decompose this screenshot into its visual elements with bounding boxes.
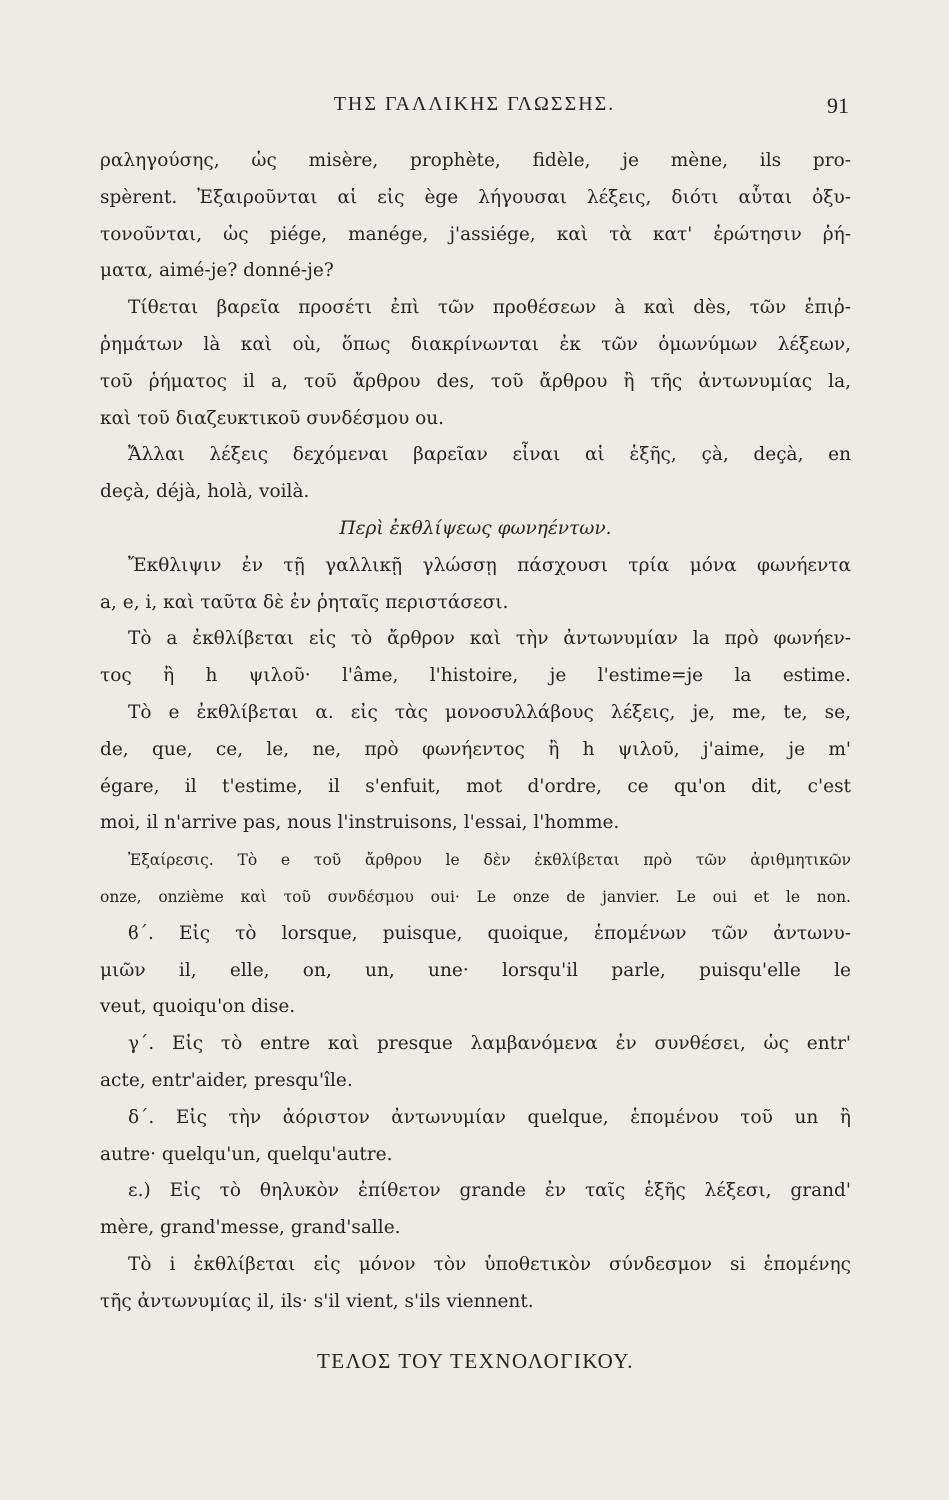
text-line: acte, entr'aider, presqu'île. — [100, 1069, 353, 1091]
text-line: autre· quelqu'un, quelqu'autre. — [100, 1143, 393, 1165]
text-line: spèrent. Ἐξαιροῦνται αἱ εἰς ège λήγουσαι λέξεις, διότι αὗται ὀξυ- — [100, 186, 851, 208]
text-line: deçà, déjà, holà, voilà. — [100, 481, 310, 503]
note-line: onze, onzième καὶ τοῦ συνδέσμου oui· Le onze de janvier. Le oui et le non. — [100, 887, 851, 906]
text-line: veut, quoiqu'on dise. — [100, 996, 296, 1018]
section-heading: Περὶ ἐκθλίψεως φωνηέντων. — [339, 517, 612, 539]
text-line: τοῦ ῥήματος il a, τοῦ ἄρθρου des, τοῦ ἄρθρου ἢ τῆς ἀντωνυμίας la, — [100, 370, 851, 392]
note-line: Ἐξαίρεσις. Τὸ e τοῦ ἄρθρου le δὲν ἐκθλίβεται πρὸ τῶν ἀριθμητικῶν — [128, 851, 851, 870]
text-line: γ΄. Εἰς τὸ entre καὶ presque λαμβανόμενα ἐν συνθέσει, ὡς entr' — [128, 1033, 851, 1055]
page-header — [100, 93, 849, 125]
text-line: Τὸ e ἐκθλίβεται α. εἰς τὰς μονοσυλλάβους λέξεις, je, me, te, se, — [128, 701, 851, 723]
text-line: δ΄. Εἰς τὴν ἀόριστον ἀντωνυμίαν quelque, ἑπομένου τοῦ un ἢ — [128, 1106, 851, 1128]
text-line: Ἄλλαι λέξεις δεχόμεναι βαρεῖαν εἶναι αἱ ἑξῆς, çà, deçà, en — [128, 444, 851, 466]
text-line: ῥημάτων là καὶ où, ὅπως διακρίνωνται ἐκ τῶν ὁμωνύμων λέξεων, — [100, 333, 851, 355]
text-line: Τὸ i ἐκθλίβεται εἰς μόνον τὸν ὑποθετικὸν σύνδεσμον si ἑπομένης — [128, 1253, 851, 1275]
text-line: Τὸ a ἐκθλίβεται εἰς τὸ ἄρθρον καὶ τὴν ἀντωνυμίαν la πρὸ φωνήεν- — [128, 628, 851, 650]
text-line: a, e, i, καὶ ταῦτα δὲ ἐν ῥηταῖς περιστάσεσι. — [100, 591, 509, 613]
text-line: καὶ τοῦ διαζευκτικοῦ συνδέσμου ou. — [100, 407, 445, 429]
spacer — [100, 1321, 851, 1343]
page-number: 91 — [827, 93, 849, 118]
text-line: ραληγούσης, ὡς misère, prophète, fidèle, je mène, ils pro- — [100, 150, 851, 171]
text-line: de, que, ce, le, ne, πρὸ φωνήεντος ἢ h ψιλοῦ, j'aime, je m' — [100, 738, 851, 760]
text-line: mère, grand'messe, grand'salle. — [100, 1217, 401, 1239]
text-line: Ἔκθλιψιν ἐν τῇ γαλλικῇ γλώσσῃ πάσχουσι τρία μόνα φωνήεντα — [128, 554, 851, 576]
text-line: ματα, aimé-je? donné-je? — [100, 260, 334, 282]
text-line: μιῶν il, elle, on, un, une· lorsqu'il parle, puisqu'elle le — [100, 959, 851, 981]
body-text — [100, 143, 851, 1379]
text-line: Τίθεται βαρεῖα προσέτι ἐπὶ τῶν προθέσεων à καὶ dès, τῶν ἐπιῤ- — [128, 297, 851, 319]
text-line: égare, il t'estime, il s'enfuit, mot d'ordre, ce qu'on dit, c'est — [100, 775, 851, 797]
running-head: ΤΗΣ ΓΑΛΛΙΚΗΣ ΓΛΩΣΣΗΣ. — [333, 93, 616, 115]
text-line: τος ἢ h ψιλοῦ· l'âme, l'histoire, je l'estime=je la estime. — [100, 665, 851, 687]
text-line: moi, il n'arrive pas, nous l'instruisons, l'essai, l'homme. — [100, 812, 620, 834]
end-title: ΤΕΛΟΣ ΤΟΥ ΤΕΧΝΟΛΟΓΙΚΟΥ. — [316, 1348, 635, 1373]
text-line: τονοῦνται, ὡς piége, manége, j'assiége, καὶ τὰ κατ' ἐρώτησιν ῥή- — [100, 223, 851, 245]
text-line: τῆς ἀντωνυμίας il, ils· s'il vient, s'ils viennent. — [100, 1290, 534, 1312]
text-line: ϐ΄. Εἰς τὸ lorsque, puisque, quoique, ἑπομένων τῶν ἀντωνυ- — [128, 922, 851, 944]
text-line: ε.) Εἰς τὸ θηλυκὸν ἐπίθετον grande ἐν ταῖς ἑξῆς λέξεσι, grand' — [128, 1180, 851, 1202]
